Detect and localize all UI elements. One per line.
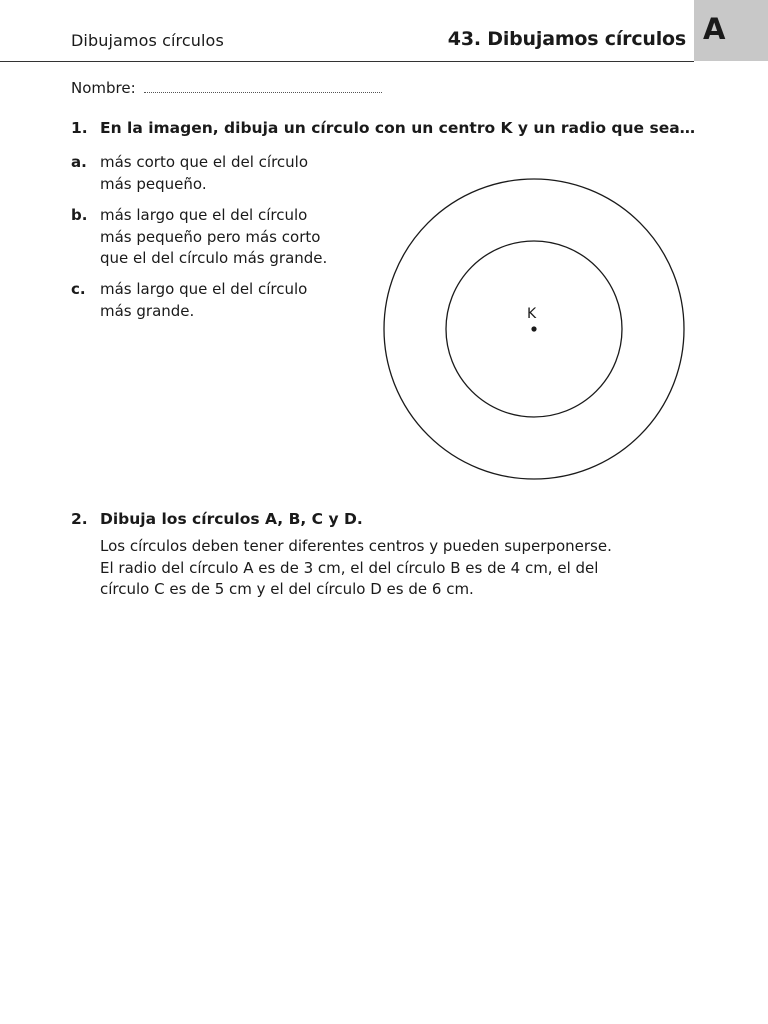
- body-line: El radio del círculo A es de 3 cm, el del círculo B es de 4 cm, el del: [100, 558, 599, 577]
- item-line: más pequeño pero más corto: [100, 227, 321, 246]
- question-2-body: [100, 536, 660, 601]
- center-point: [531, 326, 536, 331]
- item-letter: b.: [71, 206, 88, 224]
- name-field-label: Nombre:: [71, 79, 136, 97]
- name-field-row: [71, 79, 382, 97]
- item-line: más largo que el del círculo: [100, 206, 308, 224]
- item-line: más pequeño.: [100, 174, 207, 193]
- body-line: Los círculos deben tener diferentes centros y pueden superponerse.: [100, 537, 612, 555]
- item-line: más largo que el del círculo: [100, 280, 308, 298]
- center-label: K: [527, 306, 537, 322]
- header-divider: [0, 61, 694, 62]
- item-text: [100, 205, 350, 270]
- question-1-number: 1.: [71, 119, 88, 137]
- question-1-item-c: [71, 279, 350, 322]
- item-text: [100, 152, 350, 195]
- header-right-title: 43. Dibujamos círculos: [447, 28, 686, 50]
- item-line: que el del círculo más grande.: [100, 249, 328, 267]
- question-1-item-a: [71, 152, 350, 195]
- item-line: más grande.: [100, 301, 195, 320]
- question-1-item-b: [71, 205, 350, 270]
- question-1-title: [71, 119, 695, 137]
- item-letter: c.: [71, 280, 86, 298]
- question-1-text: En la imagen, dibuja un círculo con un centro K y un radio que sea…: [100, 119, 696, 137]
- name-field-line[interactable]: [144, 80, 382, 93]
- question-2-text: Dibuja los círculos A, B, C y D.: [100, 510, 363, 528]
- question-2-number: 2.: [71, 510, 88, 528]
- level-letter: A: [703, 12, 726, 46]
- item-letter: a.: [71, 153, 87, 171]
- concentric-circles-figure[interactable]: [380, 170, 690, 490]
- question-2-title: [71, 510, 363, 528]
- header-left-title: Dibujamos círculos: [71, 31, 224, 50]
- level-badge: [694, 0, 768, 61]
- body-line: círculo C es de 5 cm y el del círculo D es de 6 cm.: [100, 580, 474, 598]
- item-text: [100, 279, 350, 322]
- item-line: más corto que el del círculo: [100, 153, 309, 171]
